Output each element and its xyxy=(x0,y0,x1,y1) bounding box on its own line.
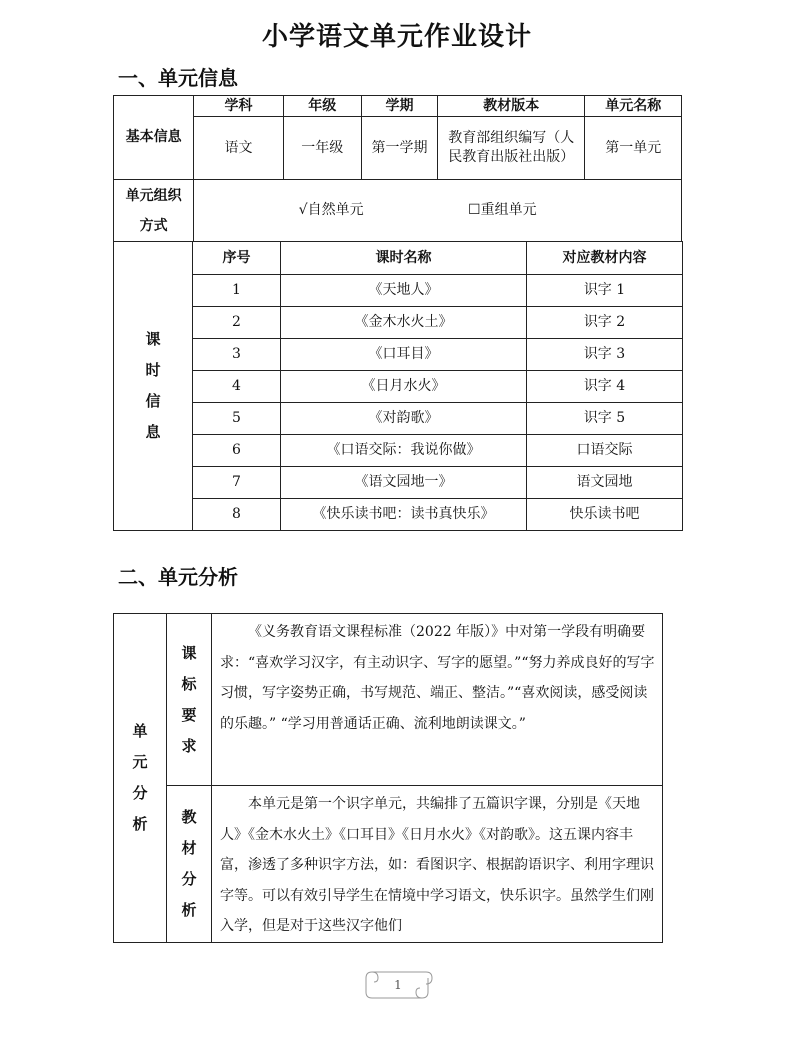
page-number: 1 xyxy=(394,978,402,992)
lesson-name: 《口耳目》 xyxy=(281,339,527,371)
lesson-content: 识字 5 xyxy=(527,403,683,435)
table-row xyxy=(114,339,683,371)
lesson-content: 识字 4 xyxy=(527,371,683,403)
lesson-no: 6 xyxy=(193,435,281,467)
lesson-no: 2 xyxy=(193,307,281,339)
textbook-analysis-label: 教 材 分 析 xyxy=(167,786,212,943)
lesson-header-content: 对应教材内容 xyxy=(527,242,683,275)
lesson-name: 《语文园地一》 xyxy=(281,467,527,499)
lesson-name: 《快乐读书吧：读书真快乐》 xyxy=(281,499,527,531)
section2-heading: 二、单元分析 xyxy=(118,565,238,589)
header-unit-name: 单元名称 xyxy=(585,96,682,117)
org-method-options xyxy=(194,180,682,242)
page-number-scroll xyxy=(362,966,434,1002)
lesson-no: 4 xyxy=(193,371,281,403)
table-row xyxy=(114,467,683,499)
section1-heading: 一、单元信息 xyxy=(118,66,238,90)
lesson-no: 5 xyxy=(193,403,281,435)
lesson-name: 《对韵歌》 xyxy=(281,403,527,435)
header-grade: 年级 xyxy=(283,96,361,117)
table-row xyxy=(114,435,683,467)
table-row xyxy=(114,499,683,531)
lesson-no: 7 xyxy=(193,467,281,499)
basic-info-label: 基本信息 xyxy=(114,96,194,180)
lesson-content: 识字 1 xyxy=(527,275,683,307)
lesson-name: 《金木水火土》 xyxy=(281,307,527,339)
lesson-header-no: 序号 xyxy=(193,242,281,275)
table-row xyxy=(114,307,683,339)
regroup-unit-option: ☐重组单元 xyxy=(468,202,537,219)
value-term: 第一学期 xyxy=(361,117,437,180)
value-unit-name: 第一单元 xyxy=(585,117,682,180)
textbook-analysis-text: 本单元是第一个识字单元，共编排了五篇识字课，分别是《天地人》《金木水火土》《口耳目》《日月水火》《对韵歌》。这五课内容丰富，渗透了多种识字方法，如：看图识字、根据韵语识字、利用字理识字等。可以有效引导学生在情境中学习语文，快乐识字。虽然学生们刚入学，但是对于这些汉字他们 xyxy=(212,786,663,943)
lesson-content: 识字 3 xyxy=(527,339,683,371)
standard-label: 课 标 要 求 xyxy=(167,614,212,786)
lesson-header-name: 课时名称 xyxy=(281,242,527,275)
table-row xyxy=(114,275,683,307)
lesson-info-label: 课 时 信 息 xyxy=(114,242,193,531)
unit-info-table xyxy=(113,95,682,242)
unit-analysis-label: 单 元 分 析 xyxy=(114,614,167,943)
org-method-label: 单元组织方式 xyxy=(114,180,194,242)
table-row xyxy=(114,371,683,403)
unit-analysis-table xyxy=(113,613,663,943)
lesson-content: 语文园地 xyxy=(527,467,683,499)
lesson-content: 快乐读书吧 xyxy=(527,499,683,531)
lesson-no: 3 xyxy=(193,339,281,371)
lesson-no: 8 xyxy=(193,499,281,531)
table-row xyxy=(114,403,683,435)
header-subject: 学科 xyxy=(194,96,283,117)
lesson-no: 1 xyxy=(193,275,281,307)
lesson-content: 口语交际 xyxy=(527,435,683,467)
lesson-info-table xyxy=(113,241,683,531)
header-term: 学期 xyxy=(361,96,437,117)
value-textbook: 教育部组织编写（人民教育出版社出版） xyxy=(438,117,585,180)
lesson-name: 《口语交际：我说你做》 xyxy=(281,435,527,467)
natural-unit-option: √自然单元 xyxy=(298,202,364,219)
standard-text: 《义务教育语文课程标准（2022 年版）》中对第一学段有明确要求：“喜欢学习汉字，有主动识字、写字的愿望。”“努力养成良好的写字习惯，写字姿势正确，书写规范、端正、整洁。”“喜欢阅读，感受阅读的乐趣。” “学习用普通话正确、流利地朗读课文。” xyxy=(212,614,663,786)
lesson-name: 《日月水火》 xyxy=(281,371,527,403)
page-title: 小学语文单元作业设计 xyxy=(261,22,532,52)
value-grade: 一年级 xyxy=(283,117,361,180)
lesson-content: 识字 2 xyxy=(527,307,683,339)
value-subject: 语文 xyxy=(194,117,283,180)
header-textbook: 教材版本 xyxy=(438,96,585,117)
lesson-name: 《天地人》 xyxy=(281,275,527,307)
